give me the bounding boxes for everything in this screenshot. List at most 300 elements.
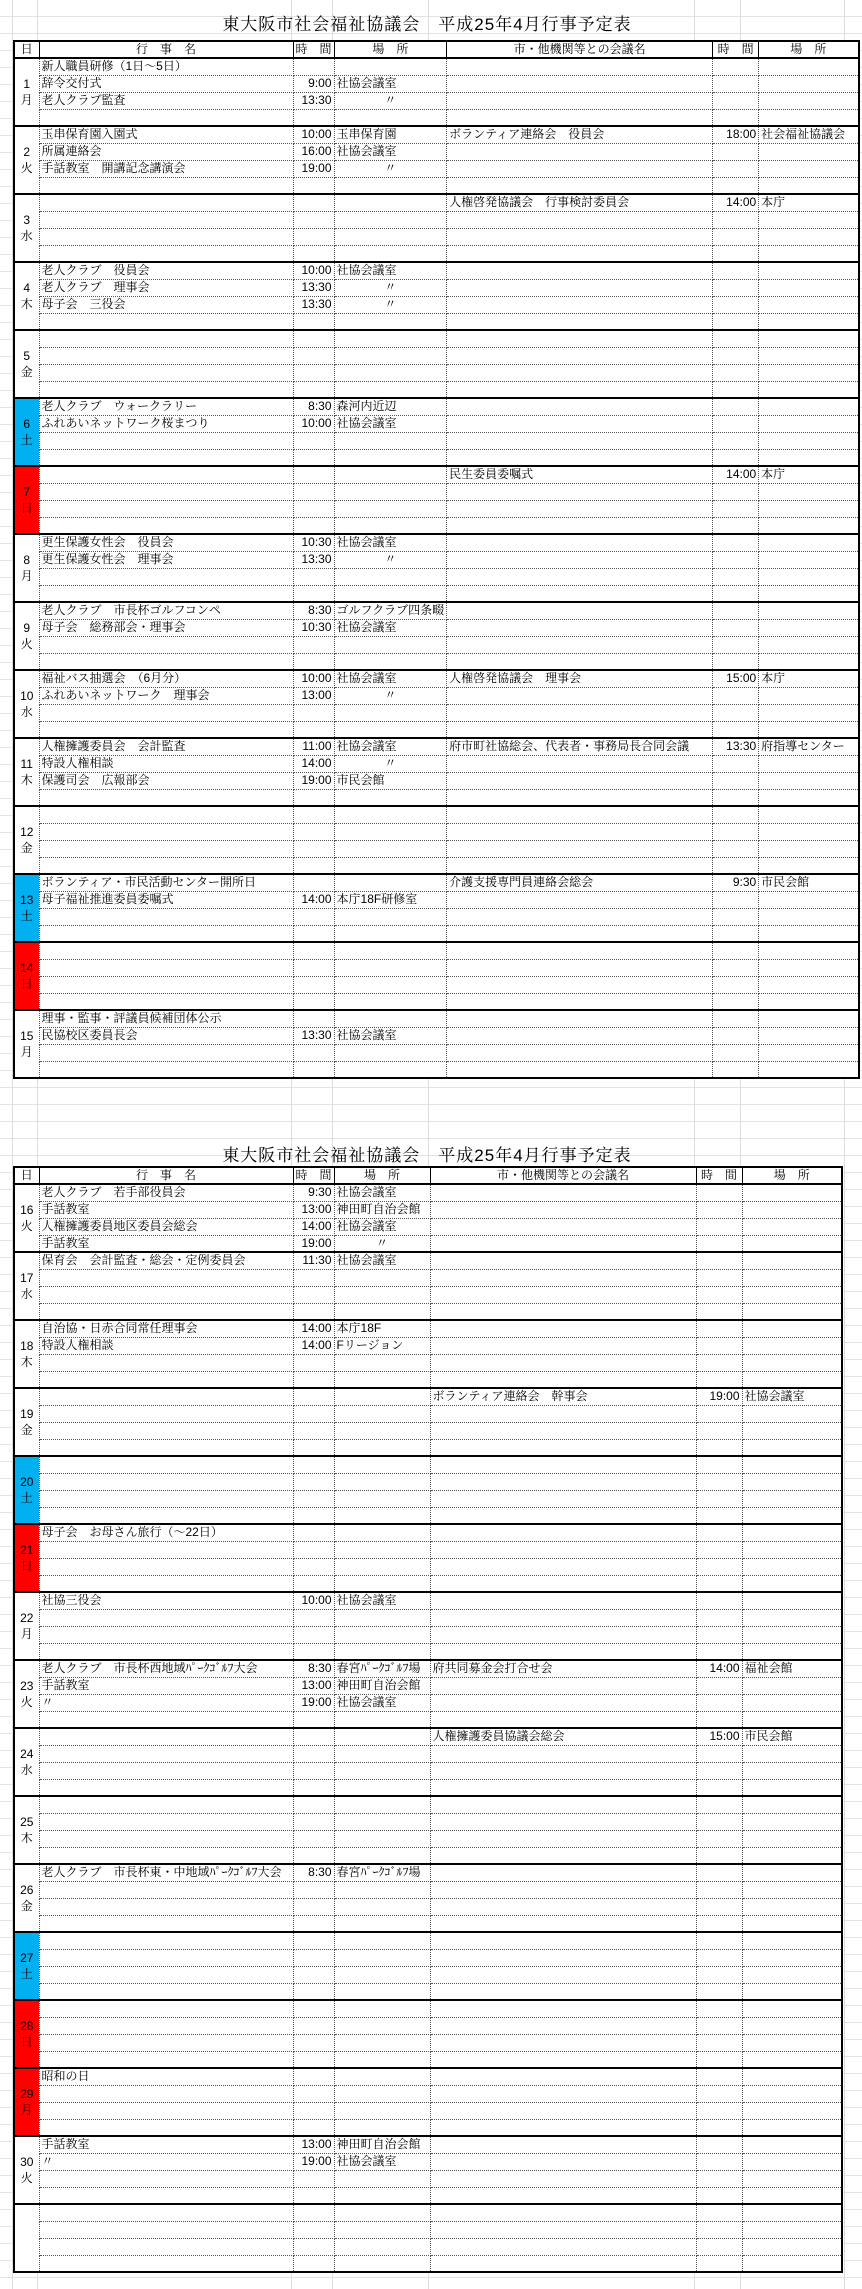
meeting-place-cell (742, 1473, 842, 1490)
meeting-place-cell (742, 2051, 842, 2068)
meeting-cell: 人権啓発協議会 理事会 (447, 670, 713, 687)
schedule-row (14, 1235, 842, 1252)
time-cell (293, 1507, 334, 1524)
schedule-row (14, 109, 859, 126)
event-cell (39, 636, 293, 653)
meeting-place-cell (759, 891, 859, 908)
schedule-row (14, 1044, 859, 1061)
meeting-place-cell (742, 1286, 842, 1303)
schedule-row (14, 466, 859, 483)
time-cell (293, 177, 334, 194)
place-cell (334, 347, 447, 364)
place-cell (334, 1898, 430, 1915)
time-cell (293, 228, 334, 245)
schedule-row (14, 1779, 842, 1796)
place-cell: 社協会議室 (334, 1252, 430, 1269)
schedule-row (14, 160, 859, 177)
meeting-time-cell (713, 109, 759, 126)
meeting-cell: ボランティア連絡会 役員会 (447, 126, 713, 143)
event-cell (39, 1044, 293, 1061)
meeting-time-cell (713, 177, 759, 194)
meeting-place-cell (742, 1609, 842, 1626)
meeting-time-cell (696, 1201, 742, 1218)
meeting-time-cell (696, 1269, 742, 1286)
place-cell: 〃 (334, 755, 447, 772)
place-cell (334, 245, 447, 262)
place-cell (334, 381, 447, 398)
meeting-cell (447, 1061, 713, 1078)
schedule-row (14, 296, 859, 313)
meeting-cell (447, 500, 713, 517)
meeting-cell (447, 58, 713, 75)
header-row (14, 1167, 842, 1184)
schedule-row (14, 1677, 842, 1694)
schedule-row (14, 959, 859, 976)
meeting-place-cell (742, 1813, 842, 1830)
place-cell (334, 1796, 430, 1813)
place-cell (334, 1847, 430, 1864)
meeting-time-cell (713, 432, 759, 449)
place-cell (334, 959, 447, 976)
place-cell (334, 1541, 430, 1558)
day-weekday: 金 (20, 1899, 33, 1913)
time-cell (293, 1422, 334, 1439)
schedule-row (14, 602, 859, 619)
meeting-cell (430, 1592, 696, 1609)
meeting-cell (430, 1915, 696, 1932)
event-cell (39, 942, 293, 959)
meeting-cell (430, 1541, 696, 1558)
column-header-place: 場 所 (334, 1167, 430, 1184)
event-cell: ふれあいネットワーク 理事会 (39, 687, 293, 704)
time-cell: 13:30 (293, 296, 334, 313)
event-cell (39, 1915, 293, 1932)
meeting-place-cell (742, 1320, 842, 1337)
schedule-row (14, 908, 859, 925)
meeting-place-cell (759, 228, 859, 245)
event-cell: 老人クラブ 市長杯西地域ﾊﾟｰｸｺﾞﾙﾌ大会 (39, 1660, 293, 1677)
schedule-row (14, 755, 859, 772)
meeting-cell (430, 2068, 696, 2085)
meeting-time-cell (696, 2136, 742, 2153)
event-cell: 手話教室 (39, 1677, 293, 1694)
meeting-time-cell (696, 1779, 742, 1796)
schedule-row (14, 1524, 842, 1541)
day-cell-27 (14, 1932, 39, 2000)
meeting-cell (430, 2204, 696, 2221)
meeting-place-cell (742, 2085, 842, 2102)
place-cell: 〃 (334, 1235, 430, 1252)
place-cell (334, 653, 447, 670)
column-header-day: 日 (14, 41, 39, 58)
meeting-place-cell (742, 2238, 842, 2255)
meeting-time-cell (696, 1405, 742, 1422)
meeting-cell (447, 228, 713, 245)
meeting-time-cell (713, 891, 759, 908)
meeting-cell (447, 313, 713, 330)
meeting-cell (430, 1337, 696, 1354)
event-cell: ふれあいネットワーク桜まつり (39, 415, 293, 432)
event-cell: 民協校区委員長会 (39, 1027, 293, 1044)
place-cell (334, 466, 447, 483)
time-cell (293, 330, 334, 347)
meeting-time-cell (713, 551, 759, 568)
meeting-cell (430, 1235, 696, 1252)
time-cell: 14:00 (293, 1218, 334, 1235)
day-cell-23 (14, 1660, 39, 1728)
day-weekday: 木 (20, 1831, 33, 1845)
schedule-row (14, 1881, 842, 1898)
schedule-row (14, 1983, 842, 2000)
event-cell: 福祉バス抽選会 （6月分） (39, 670, 293, 687)
meeting-place-cell (759, 687, 859, 704)
place-cell (334, 585, 447, 602)
time-cell (293, 517, 334, 534)
column-header-event: 行 事 名 (39, 41, 293, 58)
meeting-cell (447, 602, 713, 619)
meeting-place-cell (742, 1235, 842, 1252)
meeting-place-cell (759, 976, 859, 993)
meeting-place-cell (742, 1422, 842, 1439)
meeting-place-cell (742, 2204, 842, 2221)
place-cell: 〃 (334, 160, 447, 177)
meeting-cell: 人権啓発協議会 行事検討委員会 (447, 194, 713, 211)
time-cell: 10:00 (293, 670, 334, 687)
meeting-place-cell (742, 2034, 842, 2051)
time-cell (293, 2170, 334, 2187)
schedule-row (14, 2068, 842, 2085)
event-cell: 社協三役会 (39, 1592, 293, 1609)
meeting-time-cell (696, 2085, 742, 2102)
place-cell: 〃 (334, 551, 447, 568)
meeting-time-cell (696, 1490, 742, 1507)
meeting-cell (430, 1762, 696, 1779)
place-cell (334, 2238, 430, 2255)
place-cell: 玉串保育園 (334, 126, 447, 143)
day-cell-13 (14, 874, 39, 942)
time-cell (293, 704, 334, 721)
meeting-place-cell (742, 1218, 842, 1235)
meeting-place-cell (742, 1337, 842, 1354)
event-cell (39, 908, 293, 925)
meeting-place-cell (759, 568, 859, 585)
meeting-place-cell (742, 2000, 842, 2017)
event-cell (39, 1932, 293, 1949)
meeting-place-cell (759, 721, 859, 738)
place-cell (334, 177, 447, 194)
meeting-place-cell (759, 92, 859, 109)
meeting-place-cell (742, 1915, 842, 1932)
schedule-row (14, 789, 859, 806)
meeting-cell (447, 755, 713, 772)
day-cell-6 (14, 398, 39, 466)
event-cell (39, 194, 293, 211)
place-cell (334, 942, 447, 959)
place-cell (334, 1609, 430, 1626)
schedule-row (14, 1490, 842, 1507)
schedule-row (14, 2221, 842, 2238)
meeting-time-cell (713, 619, 759, 636)
time-cell (293, 1643, 334, 1660)
schedule-row (14, 925, 859, 942)
time-cell: 14:00 (293, 755, 334, 772)
time-cell (293, 466, 334, 483)
meeting-cell: ボランティア連絡会 幹事会 (430, 1388, 696, 1405)
meeting-time-cell (713, 211, 759, 228)
event-cell (39, 1388, 293, 1405)
place-cell (334, 483, 447, 500)
page-title: 東大阪市社会福祉協議会 平成25年4月行事予定表 (222, 15, 632, 34)
place-cell (334, 1507, 430, 1524)
time-cell (293, 1524, 334, 1541)
meeting-place-cell (759, 959, 859, 976)
column-header-place2: 場 所 (742, 1167, 842, 1184)
meeting-cell (447, 840, 713, 857)
schedule-row (14, 347, 859, 364)
time-cell (293, 58, 334, 75)
day-number: 19 (20, 1407, 34, 1421)
event-cell: 老人クラブ 理事会 (39, 279, 293, 296)
meeting-place-cell (742, 1847, 842, 1864)
meeting-cell (430, 1439, 696, 1456)
meeting-place-cell (759, 908, 859, 925)
time-cell: 19:00 (293, 772, 334, 789)
meeting-place-cell (759, 619, 859, 636)
meeting-place-cell (759, 415, 859, 432)
place-cell (334, 1830, 430, 1847)
time-cell (293, 1473, 334, 1490)
meeting-time-cell (713, 75, 759, 92)
place-cell (334, 993, 447, 1010)
place-cell: 社協会議室 (334, 738, 447, 755)
meeting-cell (447, 823, 713, 840)
schedule-row (14, 1422, 842, 1439)
event-cell: 老人クラブ 若手部役員会 (39, 1184, 293, 1201)
meeting-time-cell: 18:00 (713, 126, 759, 143)
event-cell (39, 2034, 293, 2051)
event-cell (39, 2000, 293, 2017)
meeting-place-cell (759, 755, 859, 772)
place-cell (334, 2017, 430, 2034)
schedule-row (14, 194, 859, 211)
day-number: 9 (23, 621, 31, 635)
meeting-time-cell (696, 1609, 742, 1626)
meeting-cell (430, 1575, 696, 1592)
meeting-cell (447, 653, 713, 670)
meeting-place-cell (759, 330, 859, 347)
schedule-row (14, 1728, 842, 1745)
meeting-place-cell (742, 1575, 842, 1592)
event-cell (39, 823, 293, 840)
place-cell: 社協会議室 (334, 1184, 430, 1201)
place-cell (334, 449, 447, 466)
place-cell (334, 1575, 430, 1592)
header-row (14, 41, 859, 58)
day-weekday: 土 (20, 1967, 33, 1981)
day-number: 25 (20, 1815, 34, 1829)
meeting-place-cell (742, 2119, 842, 2136)
day-cell-29 (14, 2068, 39, 2136)
meeting-cell (430, 1881, 696, 1898)
place-cell (334, 704, 447, 721)
meeting-time-cell (696, 1915, 742, 1932)
meeting-cell (430, 1830, 696, 1847)
meeting-time-cell (713, 942, 759, 959)
time-cell (293, 449, 334, 466)
event-cell (39, 2170, 293, 2187)
day-weekday: 水 (20, 1763, 33, 1777)
time-cell (293, 1456, 334, 1473)
event-cell (39, 959, 293, 976)
schedule-row (14, 92, 859, 109)
time-cell (293, 1898, 334, 1915)
meeting-time-cell (713, 330, 759, 347)
event-cell: ボランティア・市民活動センター開所日 (39, 874, 293, 891)
place-cell (334, 2068, 430, 2085)
time-cell: 9:30 (293, 1184, 334, 1201)
time-cell (293, 976, 334, 993)
meeting-time-cell (696, 1184, 742, 1201)
meeting-cell (447, 177, 713, 194)
meeting-place-cell (759, 993, 859, 1010)
place-cell: 社協会議室 (334, 619, 447, 636)
meeting-cell (430, 1422, 696, 1439)
place-cell (334, 109, 447, 126)
time-cell (293, 1796, 334, 1813)
place-cell: 社協会議室 (334, 143, 447, 160)
meeting-time-cell (713, 925, 759, 942)
time-cell (293, 1541, 334, 1558)
place-cell (334, 194, 447, 211)
time-cell (293, 942, 334, 959)
meeting-place-cell (759, 449, 859, 466)
meeting-cell (430, 1320, 696, 1337)
place-cell: 社協会議室 (334, 534, 447, 551)
column-header-meeting: 市・他機関等との会議名 (430, 1167, 696, 1184)
event-cell (39, 2085, 293, 2102)
schedule-row (14, 1796, 842, 1813)
time-cell (293, 2238, 334, 2255)
time-cell: 13:30 (293, 92, 334, 109)
day-weekday: 日 (20, 501, 33, 515)
place-cell: 社協会議室 (334, 670, 447, 687)
meeting-place-cell (742, 1456, 842, 1473)
time-cell: 13:30 (293, 551, 334, 568)
meeting-cell (430, 2102, 696, 2119)
place-cell (334, 1626, 430, 1643)
time-cell (293, 1303, 334, 1320)
meeting-cell (447, 993, 713, 1010)
meeting-cell (430, 1405, 696, 1422)
day-cell-25 (14, 1796, 39, 1864)
column-header-day: 日 (14, 1167, 39, 1184)
schedule-row (14, 1660, 842, 1677)
meeting-place-cell (759, 432, 859, 449)
meeting-cell (430, 2017, 696, 2034)
schedule-row (14, 1949, 842, 1966)
day-weekday: 月 (20, 2103, 33, 2117)
day-number: 30 (20, 2155, 34, 2169)
time-cell: 10:00 (293, 126, 334, 143)
place-cell (334, 1966, 430, 1983)
day-weekday: 土 (20, 433, 33, 447)
place-cell (334, 2187, 430, 2204)
place-cell (334, 330, 447, 347)
time-cell (293, 1286, 334, 1303)
event-cell (39, 2238, 293, 2255)
place-cell (334, 1983, 430, 2000)
day-number: 11 (20, 757, 33, 771)
day-number: 29 (20, 2087, 34, 2101)
meeting-time-cell (713, 993, 759, 1010)
meeting-place-cell (759, 534, 859, 551)
meeting-place-cell (742, 1745, 842, 1762)
schedule-row (14, 500, 859, 517)
time-cell: 14:00 (293, 891, 334, 908)
schedule-row (14, 1354, 842, 1371)
meeting-place-cell (759, 109, 859, 126)
day-weekday: 土 (20, 1491, 33, 1505)
place-cell: 神田町自治会館 (334, 1201, 430, 1218)
meeting-place-cell (742, 1796, 842, 1813)
meeting-place-cell (742, 1439, 842, 1456)
event-cell (39, 177, 293, 194)
event-cell (39, 1473, 293, 1490)
meeting-cell (430, 1932, 696, 1949)
day-weekday: 水 (20, 1287, 33, 1301)
time-cell (293, 857, 334, 874)
place-cell (334, 1061, 447, 1078)
time-cell (293, 874, 334, 891)
schedule-row (14, 1184, 842, 1201)
meeting-time-cell: 13:30 (713, 738, 759, 755)
day-cell-2 (14, 126, 39, 194)
meeting-place-cell (742, 1966, 842, 1983)
time-cell (293, 1354, 334, 1371)
day-number: 22 (20, 1611, 34, 1625)
schedule-row (14, 993, 859, 1010)
event-cell (39, 483, 293, 500)
meeting-cell (430, 1609, 696, 1626)
schedule-row (14, 1813, 842, 1830)
meeting-place-cell (759, 143, 859, 160)
place-cell (334, 1010, 447, 1027)
day-number: 12 (20, 825, 34, 839)
meeting-cell (447, 92, 713, 109)
time-cell (293, 2221, 334, 2238)
event-cell (39, 1830, 293, 1847)
meeting-time-cell (713, 772, 759, 789)
event-cell: 更生保護女性会 役員会 (39, 534, 293, 551)
meeting-place-cell (742, 2153, 842, 2170)
time-cell (293, 789, 334, 806)
place-cell: 春宮ﾊﾟｰｸｺﾞﾙﾌ場 (334, 1660, 430, 1677)
schedule-row (14, 1745, 842, 1762)
meeting-time-cell (713, 721, 759, 738)
meeting-place-cell (759, 704, 859, 721)
place-cell (334, 1762, 430, 1779)
meeting-time-cell (713, 483, 759, 500)
meeting-cell (447, 704, 713, 721)
day-weekday: 月 (20, 93, 33, 107)
event-cell (39, 2255, 293, 2272)
place-cell (334, 2085, 430, 2102)
schedule-row (14, 143, 859, 160)
meeting-cell (447, 806, 713, 823)
day-weekday: 金 (20, 365, 33, 379)
place-cell (334, 1813, 430, 1830)
day-number: 4 (23, 281, 31, 295)
